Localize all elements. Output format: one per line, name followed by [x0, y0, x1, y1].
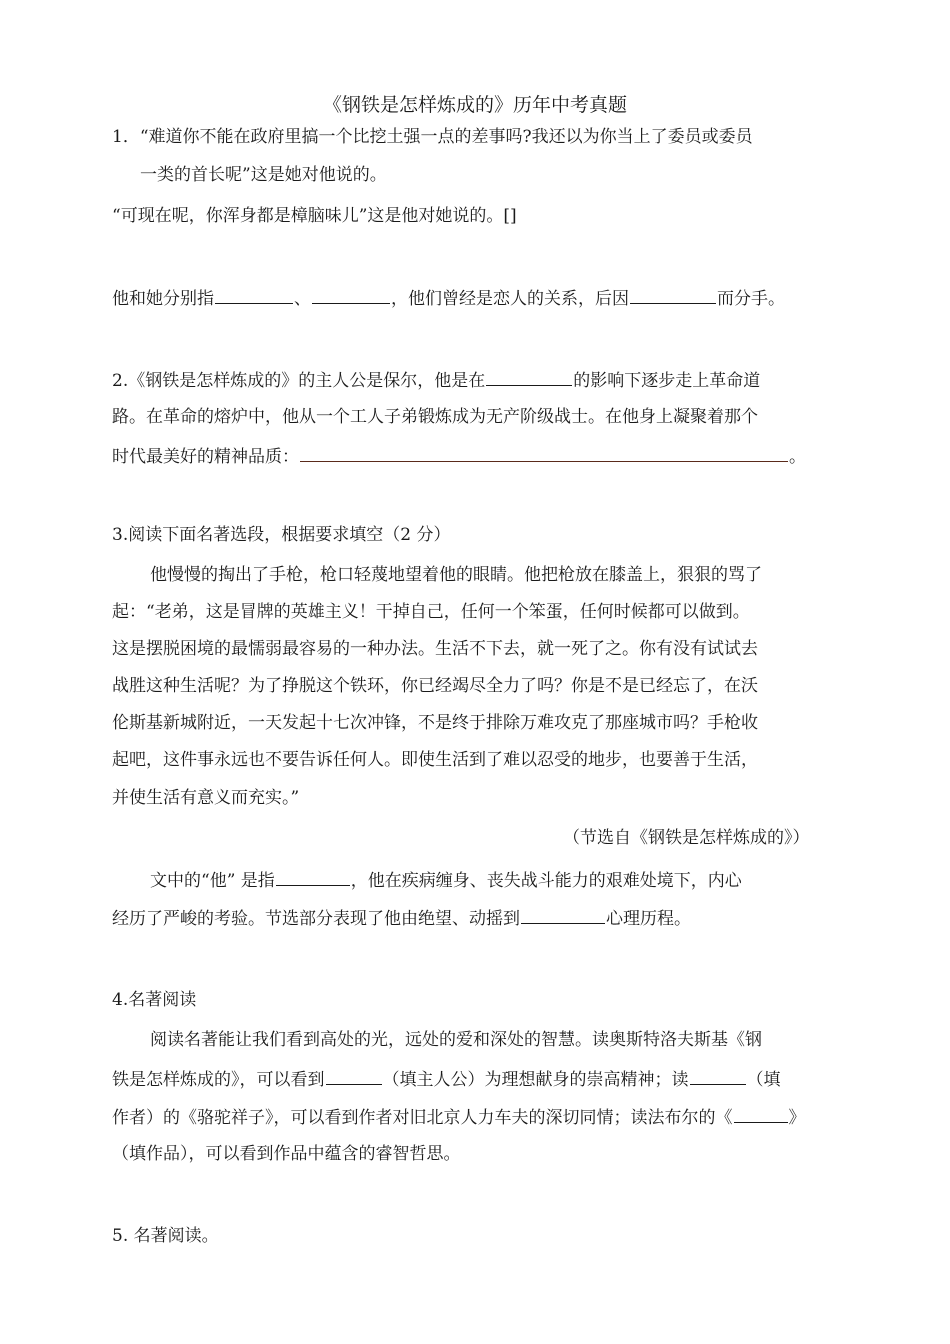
q3-passage-line-4: 战胜这种生活呢？为了挣脱这个铁环，你已经竭尽全力了吗？你是不是已经忘了，在沃 [112, 676, 758, 696]
q1-text-c: ，他们曾经是恋人的关系，后因 [391, 289, 629, 309]
q4-text-a: 铁是怎样炼成的》，可以看到 [112, 1070, 325, 1090]
q2-text-a: 2.《钢铁是怎样炼成的》的主人公是保尔，他是在 [112, 371, 486, 391]
q3-text-b: ，他在疾病缠身、丧失战斗能力的艰难处境下，内心 [350, 871, 742, 891]
q3-question-line-2 [112, 905, 691, 931]
q4-text-d: 作者）的《骆驼祥子》，可以看到作者对旧北京人力车夫的深切同情；读法布尔的《 [112, 1108, 733, 1128]
q2-text-c: 时代最美好的精神品质： [112, 447, 299, 467]
q1-fill-line [112, 285, 785, 311]
q2-text-d: 。 [789, 447, 806, 467]
q1-line-2: 一类的首长呢”这是她对他说的。 [140, 165, 387, 185]
q2-line-2: 路。在革命的熔炉中，他从一个工人子弟锻炼成为无产阶级战士。在他身上凝聚着那个 [112, 407, 758, 427]
q2-line-1 [112, 367, 760, 393]
q3-passage-line-1: 他慢慢的掏出了手枪，枪口轻蔑地望着他的眼睛。他把枪放在膝盖上，狠狠的骂了 [150, 565, 762, 585]
q2-blank-2[interactable] [300, 443, 788, 462]
q4-text-c: （填 [746, 1070, 781, 1090]
q3-blank-1[interactable] [276, 867, 350, 886]
q3-text-d: 心理历程。 [606, 909, 691, 929]
q1-line-1: 1．“难道你不能在政府里搞一个比挖土强一点的差事吗?我还以为你当上了委员或委员 [112, 127, 753, 147]
q1-blank-3[interactable] [630, 285, 716, 304]
q4-heading: 4.名著阅读 [112, 990, 197, 1010]
q3-passage-line-6: 起吧，这件事永远也不要告诉任何人。即使生活到了难以忍受的地步，也要善于生活， [112, 750, 758, 770]
q4-line-4: （填作品），可以看到作品中蕴含的睿智哲思。 [112, 1144, 461, 1164]
q2-blank-1[interactable] [486, 367, 572, 386]
q3-passage-line-5: 伦斯基新城附近，一天发起十七次冲锋，不是终于排除万难攻克了那座城市吗？手枪收 [112, 713, 758, 733]
q4-line-3 [112, 1104, 806, 1130]
q2-text-b: 的影响下逐步走上革命道 [573, 371, 761, 391]
q2-line-3 [112, 443, 806, 469]
q1-blank-1[interactable] [215, 285, 293, 304]
q3-source: （节选自《钢铁是怎样炼成的》） [563, 828, 810, 848]
q4-text-e: 》 [788, 1108, 806, 1128]
q3-passage-line-2: 起：“老弟，这是冒牌的英雄主义！干掉自己，任何一个笨蛋，任何时候都可以做到。 [112, 602, 750, 622]
q4-text-b: （填主人公）为理想献身的崇高精神；读 [382, 1070, 689, 1090]
q3-passage-line-7: 并使生活有意义而充实。” [112, 788, 300, 808]
q1-text-b: 、 [294, 289, 311, 309]
q3-question-line-1 [150, 867, 742, 893]
q1-text-a: 他和她分别指 [112, 289, 214, 309]
q1-text-d: 而分手。 [717, 289, 785, 309]
q4-line-1: 阅读名著能让我们看到高处的光，远处的爱和深处的智慧。读奥斯特洛夫斯基《钢 [150, 1030, 762, 1050]
q4-line-2 [112, 1066, 781, 1092]
q3-blank-2[interactable] [521, 905, 605, 924]
q1-blank-2[interactable] [312, 285, 390, 304]
q4-blank-3[interactable] [734, 1104, 788, 1123]
q3-heading: 3.阅读下面名著选段，根据要求填空（2 分） [112, 525, 451, 545]
q5-heading: 5. 名著阅读。 [112, 1226, 219, 1246]
q1-line-3: “可现在呢，你浑身都是樟脑味儿”这是他对她说的。[] [112, 206, 517, 226]
q3-passage-line-3: 这是摆脱困境的最懦弱最容易的一种办法。生活不下去，就一死了之。你有没有试试去 [112, 639, 758, 659]
q3-text-a: 文中的“他” 是指 [150, 871, 275, 891]
q3-text-c: 经历了严峻的考验。节选部分表现了他由绝望、动摇到 [112, 909, 520, 929]
q4-blank-2[interactable] [690, 1066, 746, 1085]
page-title: 《钢铁是怎样炼成的》历年中考真题 [322, 94, 627, 116]
q4-blank-1[interactable] [326, 1066, 382, 1085]
